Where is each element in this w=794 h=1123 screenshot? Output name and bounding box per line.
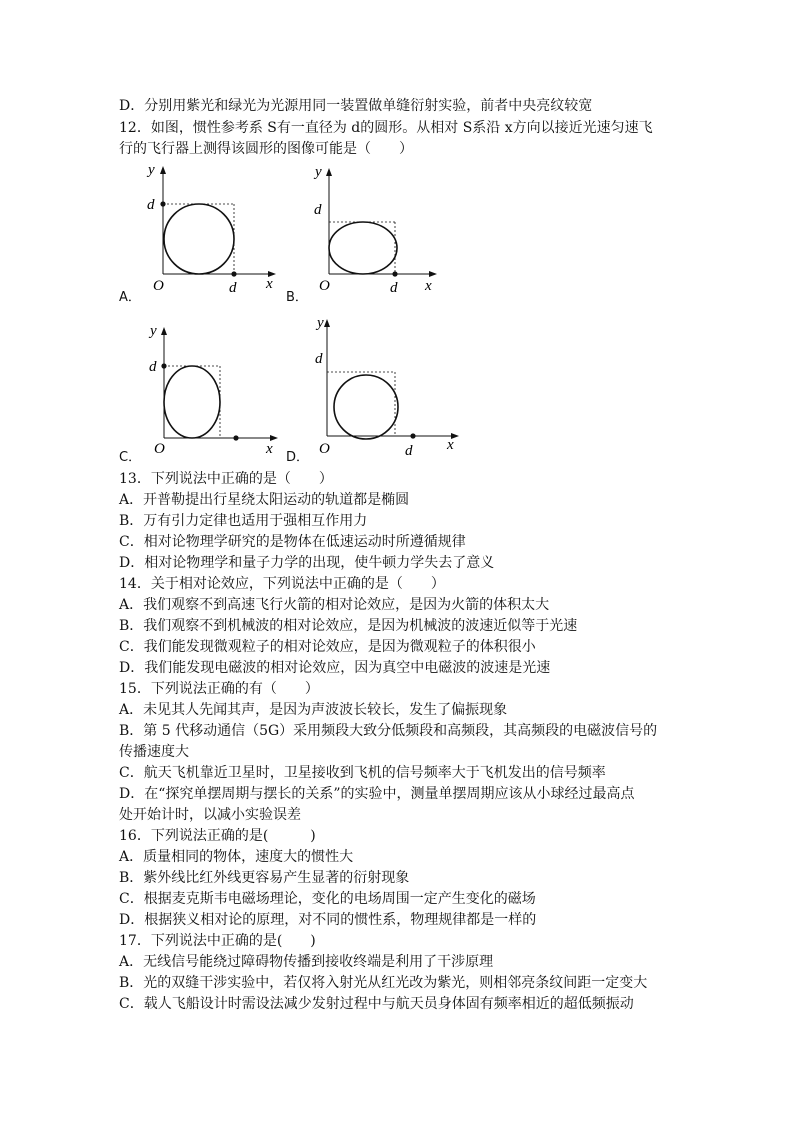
svg-text:d: d (149, 359, 157, 375)
q16-option-a: A．质量相同的物体，速度大的惯性大 (119, 849, 354, 865)
q14-option-d: D．我们能发现电磁波的相对论效应，因为真空中电磁波的波速是光速 (119, 660, 551, 676)
dot-y (160, 201, 165, 206)
q12-figure-a (140, 160, 290, 300)
q12-figure-d (305, 315, 465, 459)
origin-label: O (153, 278, 164, 294)
q11-option-d: D．分别用紫光和绿光为光源用同一装置做单缝衍射实验，前者中央亮纹较宽 (119, 98, 593, 114)
circle-shape (164, 204, 234, 274)
q12-figure-c (140, 315, 290, 455)
q17-option-c: C．载人飞船设计时需设法减少发射过程中与航天员身体固有频率相近的超低频振动 (119, 996, 634, 1012)
svg-text:y: y (150, 323, 157, 339)
svg-text:O: O (319, 278, 330, 294)
q16-stem: 16．下列说法正确的是( ) (119, 828, 316, 844)
q17-option-b: B．光的双缝干涉实验中，若仅将入射光从红光改为紫光，则相邻亮条纹间距一定变大 (119, 975, 648, 991)
svg-text:y: y (315, 164, 322, 180)
q16-option-b: B．紫外线比红外线更容易产生显著的衍射现象 (119, 870, 410, 886)
q15-line-c: C．航天飞机靠近卫星时，卫星接收到飞机的信号频率大于飞机发出的信号频率 (119, 765, 606, 781)
q14-option-a: A．我们观察不到高速飞行火箭的相对论效应，是因为火箭的体积太大 (119, 597, 550, 613)
svg-text:d: d (315, 351, 323, 367)
q13-stem: 13．下列说法中正确的是（ ） (119, 471, 333, 487)
y-label: y (148, 162, 155, 178)
q15-line-d1: D．在“探究单摆周期与摆长的关系”的实验中，测量单摆周期应该从小球经过最高点 (119, 786, 635, 802)
q16-option-d: D．根据狭义相对论的原理，对不同的惯性系，物理规律都是一样的 (119, 912, 537, 928)
y-axis-arrow (160, 166, 166, 174)
svg-text:O: O (319, 441, 330, 457)
x-label: x (266, 276, 273, 292)
d-label-y: d (147, 197, 155, 213)
q15-line-b2: 传播速度大 (119, 744, 189, 760)
q16-option-c: C．根据麦克斯韦电磁场理论，变化的电场周围一定产生变化的磁场 (119, 891, 536, 907)
q14-option-b: B．我们观察不到机械波的相对论效应，是因为机械波的波速近似等于光速 (119, 618, 578, 634)
q17-option-a: A．无线信号能绕过障碍物传播到接收终端是利用了干涉原理 (119, 954, 494, 970)
svg-text:y: y (317, 315, 324, 331)
svg-text:d: d (405, 443, 413, 459)
q15-line-d2: 处开始计时，以减小实验误差 (119, 807, 301, 823)
q15-line-a: A．未见其人先闻其声，是因为声波波长较长，发生了偏振现象 (119, 702, 508, 718)
svg-text:x: x (447, 437, 454, 453)
d-label-x: d (229, 280, 237, 296)
ellipse-wide-shape (329, 222, 397, 274)
q13-option-d: D．相对论物理学和量子力学的出现，使牛顿力学失去了意义 (119, 555, 495, 571)
ellipse-tall-shape (164, 366, 220, 438)
svg-text:x: x (425, 278, 432, 294)
q12-option-d-label: D． (286, 450, 310, 465)
q12-figure-b (305, 160, 455, 300)
q17-stem: 17．下列说法中正确的是( ) (119, 933, 316, 949)
q12-option-b-label: B． (286, 290, 308, 305)
svg-text:x: x (266, 441, 273, 457)
q14-stem: 14．关于相对论效应，下列说法中正确的是（ ） (119, 576, 445, 592)
dot-x (231, 271, 236, 276)
q12-stem-line1: 12．如图，惯性参考系 S有一直径为 d的圆形。从相对 S系沿 x方向以接近光速匀速飞 (119, 120, 653, 136)
q13-option-b: B．万有引力定律也适用于强相互作用力 (119, 513, 368, 529)
q12-option-a-label: A． (119, 290, 141, 305)
q13-option-c: C．相对论物理学研究的是物体在低速运动时所遵循规律 (119, 534, 466, 550)
svg-text:d: d (314, 202, 322, 218)
q14-option-c: C．我们能发现微观粒子的相对论效应，是因为微观粒子的体积很小 (119, 639, 536, 655)
svg-text:d: d (390, 280, 398, 296)
q15-stem: 15．下列说法正确的有（ ） (119, 681, 319, 697)
svg-text:O: O (154, 441, 165, 457)
q12-stem-line2: 行的飞行器上测得该圆形的图像可能是（ ） (119, 141, 413, 157)
q15-line-b1: B．第 5 代移动通信（5G）采用频段大致分低频段和高频段，其高频段的电磁波信号的 (119, 723, 658, 739)
q13-option-a: A．开普勒提出行星绕太阳运动的轨道都是椭圆 (119, 492, 410, 508)
q12-option-c-label: C． (119, 450, 142, 465)
